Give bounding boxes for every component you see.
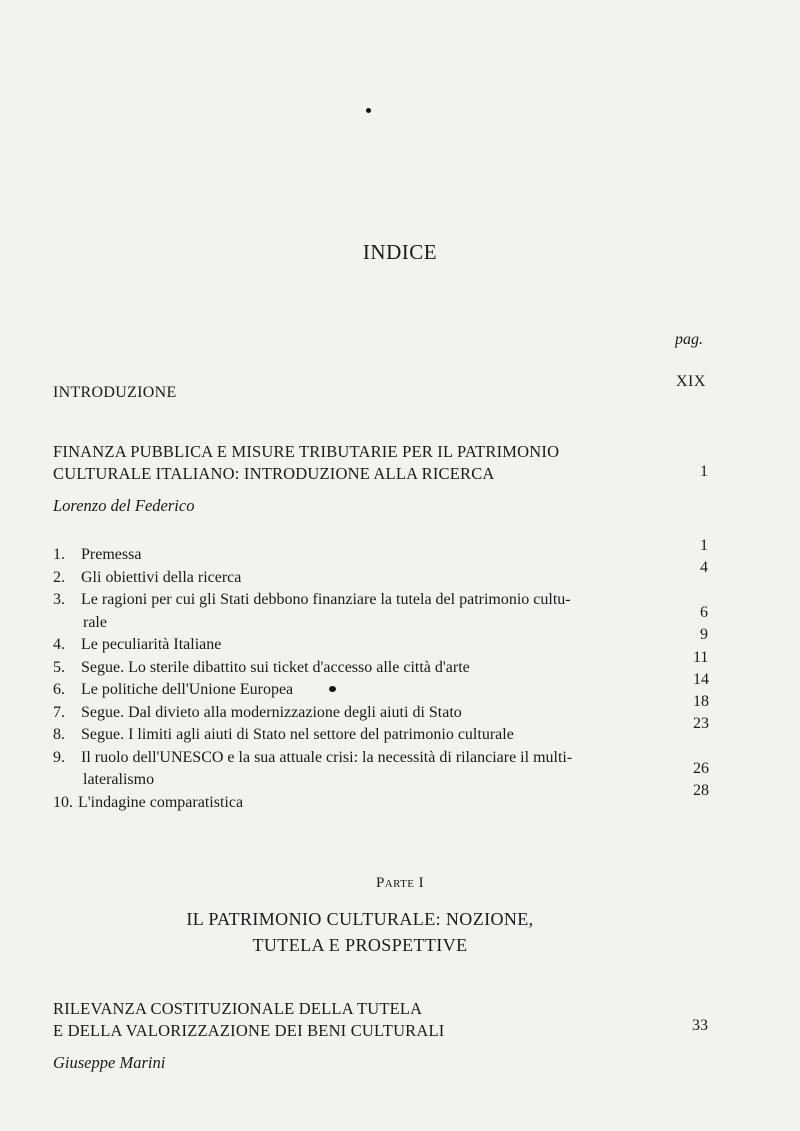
toc-item-number: 10. — [53, 793, 73, 811]
section1-author: Lorenzo del Federico — [53, 496, 195, 515]
toc-item[interactable] — [53, 589, 653, 634]
toc-item[interactable] — [53, 657, 653, 680]
part-label — [0, 875, 800, 892]
toc-item-text-continued: rale — [83, 613, 107, 631]
toc-item-number: 8. — [53, 726, 65, 743]
part-label-number: I — [418, 875, 424, 891]
toc-item-text: Segue. Dal divieto alla modernizzazione degli aiuti di Stato — [81, 703, 462, 721]
toc-item-text: Le politiche dell'Unione Europea — [81, 681, 294, 698]
toc-item-text: Il ruolo dell'UNESCO e la sua attuale crisi: la necessità di rilanciare il multi- — [81, 748, 573, 766]
part-label-word: Parte — [376, 875, 415, 891]
toc-item[interactable] — [53, 679, 653, 702]
section2-author: Giuseppe Marini — [53, 1053, 166, 1072]
toc-item[interactable] — [53, 544, 653, 567]
toc-page-2: 4 — [700, 559, 708, 576]
toc-list — [53, 544, 653, 814]
toc-item-number: 1. — [53, 546, 65, 563]
toc-item-number: 5. — [53, 658, 65, 676]
toc-item[interactable] — [53, 567, 653, 590]
toc-item-number: 7. — [53, 703, 65, 721]
toc-item-number: 4. — [53, 636, 65, 653]
section1-title-line2: CULTURALE ITALIANO: INTRODUZIONE ALLA RICERCA — [53, 464, 495, 483]
section1-page: 1 — [700, 463, 708, 480]
toc-item[interactable] — [53, 702, 653, 725]
section2-title — [53, 998, 444, 1042]
section1-title — [53, 441, 559, 485]
toc-page-5: 11 — [693, 649, 709, 666]
introduction-page: XIX — [676, 373, 706, 390]
toc-item-number: 6. — [53, 681, 65, 698]
toc-page-8: 23 — [693, 715, 709, 732]
toc-item-number: 9. — [53, 748, 65, 766]
toc-page-1: 1 — [700, 537, 708, 554]
toc-page-7: 18 — [693, 693, 709, 710]
toc-page-6: 14 — [693, 671, 709, 688]
toc-page-4: 9 — [700, 626, 708, 643]
toc-item[interactable] — [53, 724, 653, 747]
part-title — [0, 906, 720, 958]
toc-item-text: Le peculiarità Italiane — [81, 636, 222, 653]
toc-item-text: L'indagine comparatistica — [78, 793, 244, 811]
toc-page-3: 6 — [700, 604, 708, 621]
index-title: INDICE — [362, 240, 438, 264]
toc-item-text-continued: lateralismo — [83, 771, 155, 788]
introduction-title: INTRODUZIONE — [53, 384, 177, 401]
section2-page: 33 — [692, 1017, 708, 1034]
toc-page-9: 26 — [693, 760, 709, 777]
toc-item[interactable] — [53, 792, 653, 815]
ink-speck — [366, 108, 371, 113]
toc-item-number: 3. — [53, 591, 65, 608]
page-column-label: pag. — [675, 331, 703, 348]
toc-item-number: 2. — [53, 568, 65, 586]
toc-item-text: Premessa — [81, 546, 142, 563]
section1-title-line1: FINANZA PUBBLICA E MISURE TRIBUTARIE PER IL PATRIMONIO — [53, 442, 560, 461]
toc-item-text: Segue. I limiti agli aiuti di Stato nel settore del patrimonio culturale — [81, 726, 514, 743]
part-title-line1: IL PATRIMONIO CULTURALE: NOZIONE, — [186, 909, 534, 929]
part-title-line2: TUTELA E PROSPETTIVE — [252, 935, 468, 955]
toc-item[interactable] — [53, 634, 653, 657]
toc-item[interactable] — [53, 747, 653, 792]
toc-item-text: Le ragioni per cui gli Stati debbono finanziare la tutela del patrimonio cultu- — [81, 591, 571, 608]
section2-title-line2: E DELLA VALORIZZAZIONE DEI BENI CULTURALI — [53, 1021, 445, 1040]
toc-item-text: Gli obiettivi della ricerca — [81, 568, 242, 586]
section2-title-line1: RILEVANZA COSTITUZIONALE DELLA TUTELA — [53, 999, 423, 1018]
toc-page-10: 28 — [693, 782, 709, 799]
toc-item-text: Segue. Lo sterile dibattito sui ticket d'accesso alle città d'arte — [81, 658, 470, 676]
